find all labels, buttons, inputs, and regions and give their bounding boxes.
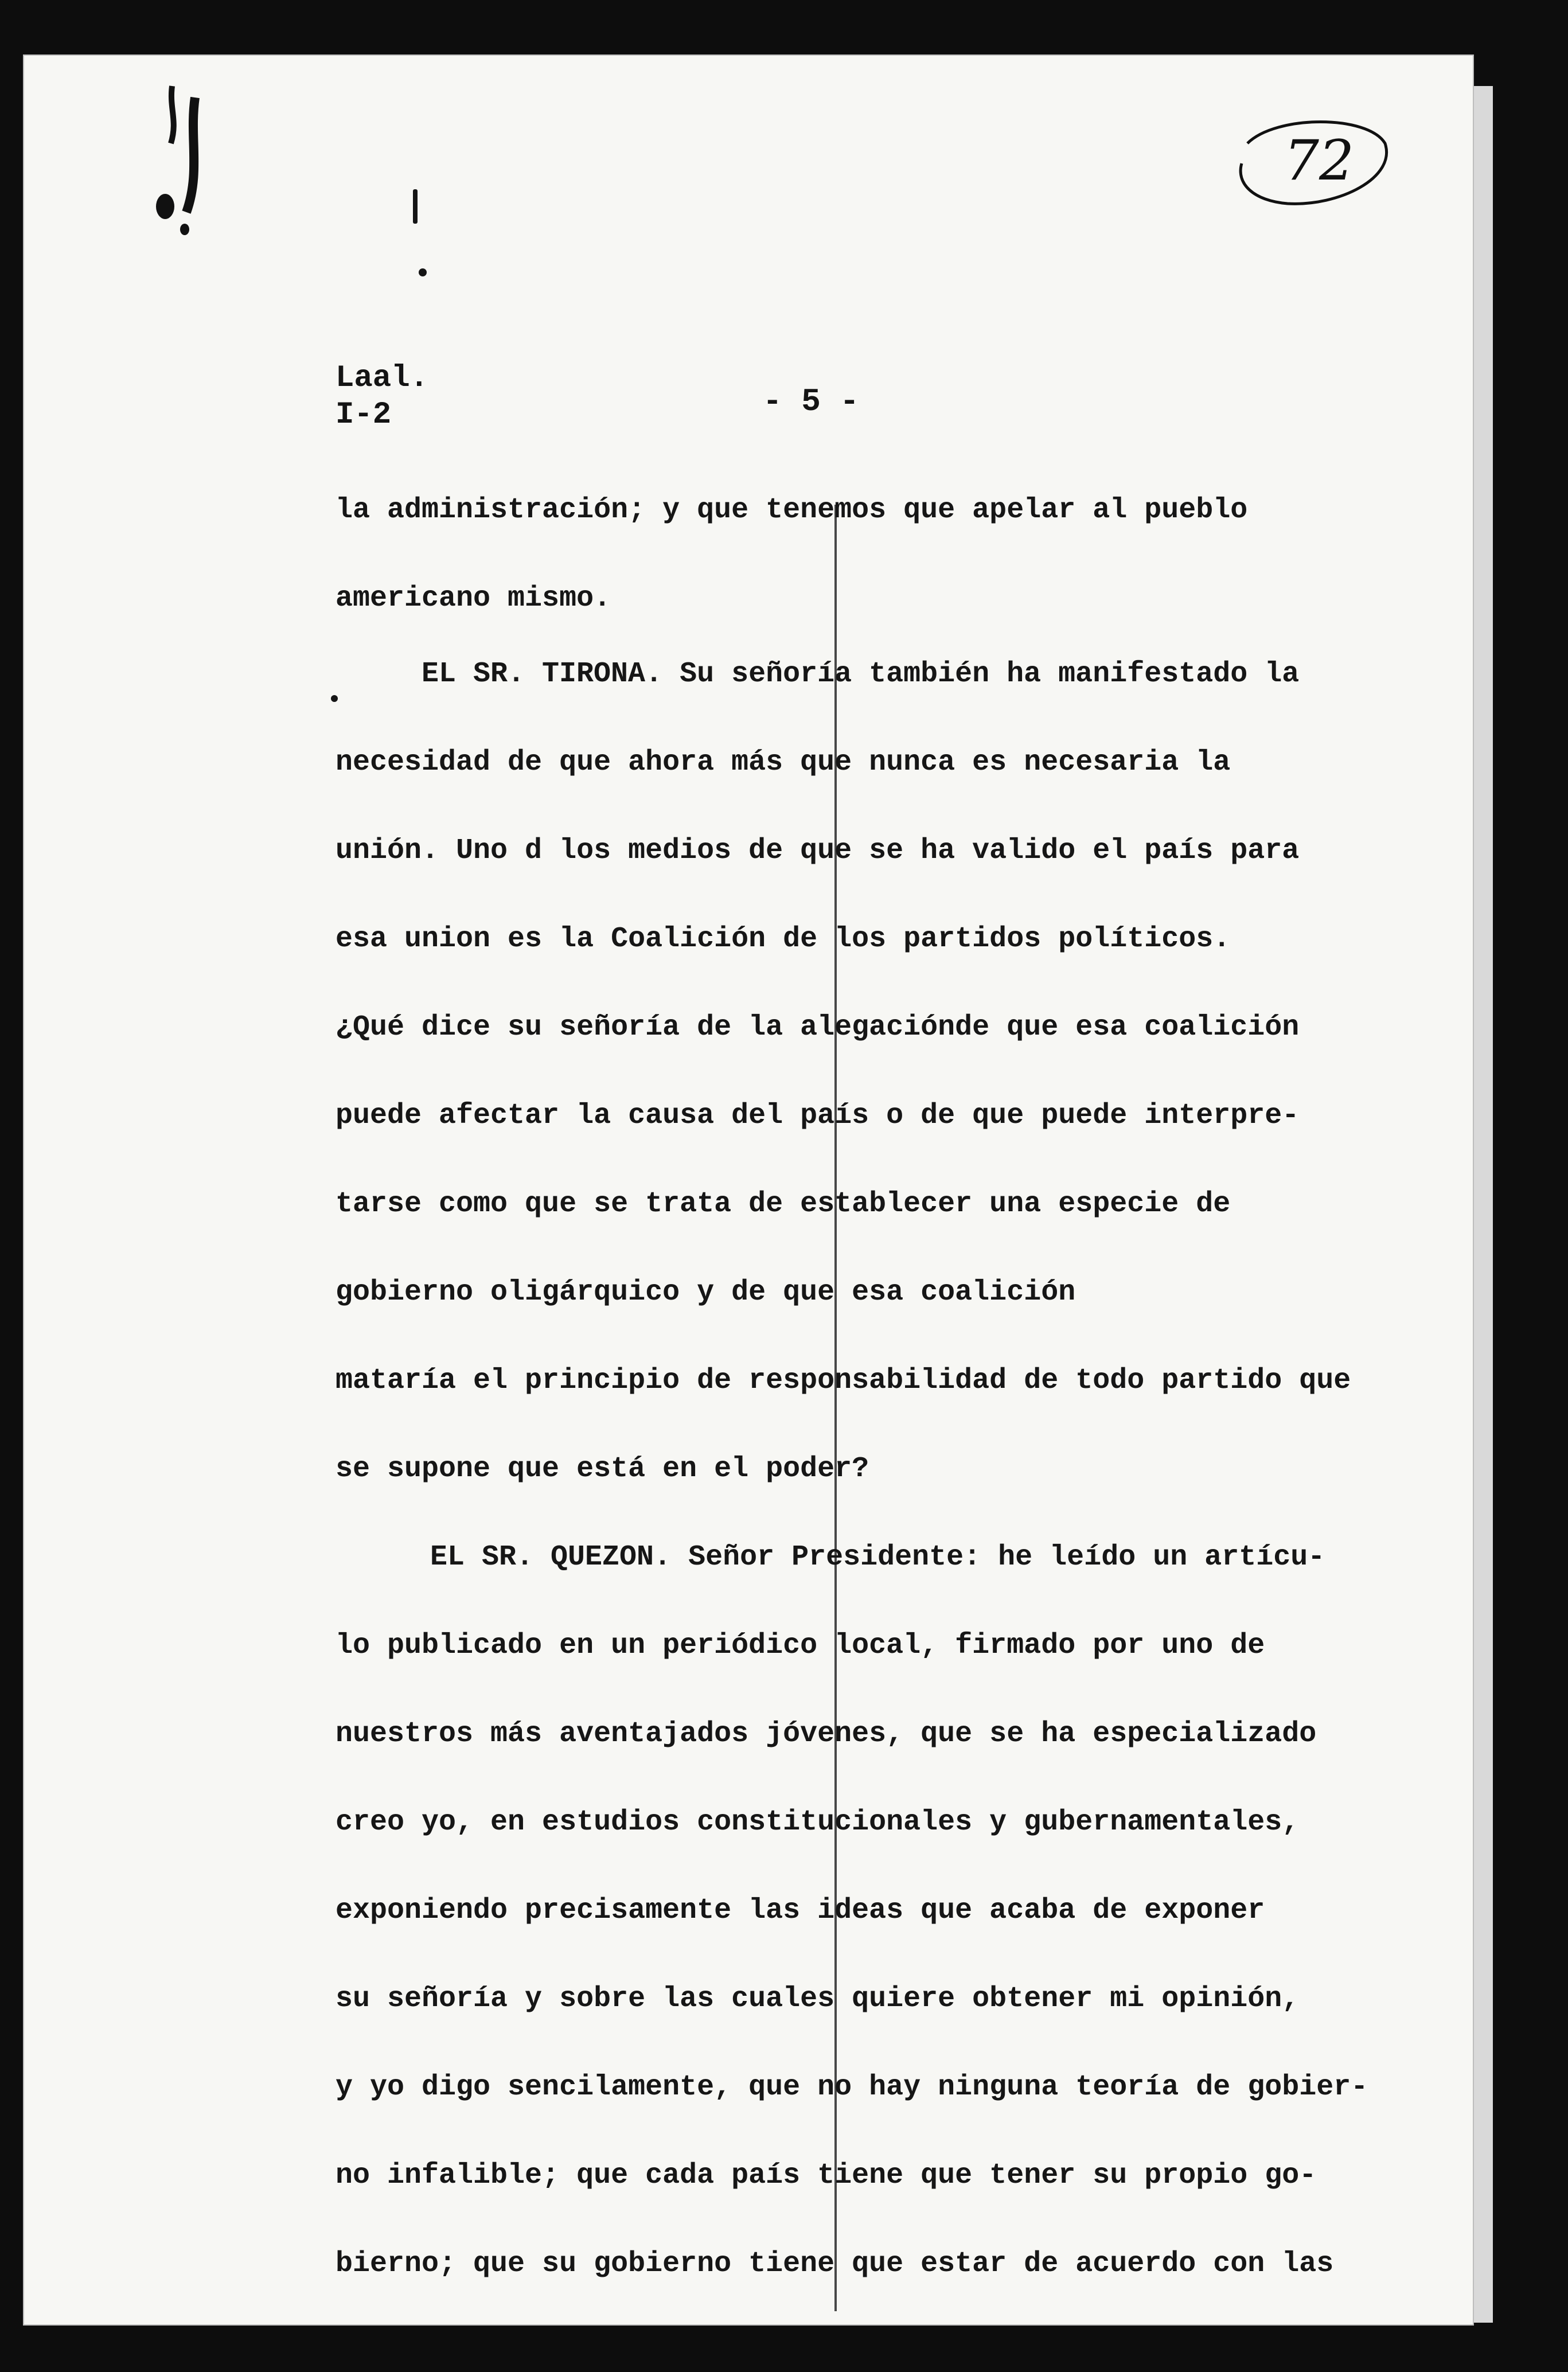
text-line: EL SR. QUEZON. Señor Presidente: he leído un artícu- — [430, 1541, 1325, 1574]
text-line: su señoría y sobre las cuales quiere obtener mi opinión, — [336, 1983, 1300, 2015]
text-line: creo yo, en estudios constitucionales y gubernamentales, — [336, 1806, 1300, 1839]
text-line: gobierno oligárquico y de que esa coalición — [336, 1276, 1076, 1309]
folio-number-text: 72 — [1284, 128, 1355, 193]
header-line-1: Laal. — [336, 361, 429, 396]
transcript-body — [336, 493, 1397, 2335]
text-line: necesidad de que ahora más que nunca es necesaria la — [336, 746, 1231, 779]
text-line: mataría el principio de responsabilidad de todo partido que — [336, 1364, 1351, 1397]
ink-dot — [419, 268, 427, 276]
text-line: y yo digo sencilamente, que no hay ninguna teoría de gobier- — [336, 2071, 1368, 2104]
text-line: esa union es la Coalición de los partidos políticos. — [336, 923, 1231, 955]
text-line: americano mismo. — [336, 582, 611, 615]
text-line: lo publicado en un periódico local, firmado por uno de — [336, 1629, 1265, 1662]
text-line: exponiendo precisamente las ideas que acaba de exponer — [336, 1894, 1265, 1927]
text-line: no infalible; que cada país tiene que tener su propio go- — [336, 2159, 1317, 2192]
text-line: nuestros más aventajados jóvenes, que se ha especializado — [336, 1718, 1317, 1750]
ink-dot — [413, 189, 418, 224]
text-line: unión. Uno d los medios de que se ha valido el país para — [336, 834, 1300, 867]
text-line: tarse como que se trata de establecer una especie de — [336, 1188, 1231, 1220]
text-line: la administración; y que tenemos que apelar al pueblo — [336, 494, 1248, 526]
text-line: se supone que está en el poder? — [336, 1453, 869, 1485]
document-header-code — [336, 360, 428, 434]
handwritten-folio-number — [1224, 109, 1397, 218]
text-line: EL SR. TIRONA. Su señoría también ha manifestado la — [422, 658, 1300, 690]
text-line: puede afectar la causa del país o de que puede interpre- — [336, 1099, 1300, 1132]
page-number: - 5 - — [763, 383, 860, 420]
text-line: ¿Qué dice su señoría de la alegaciónde que esa coalición — [336, 1011, 1300, 1044]
header-line-2: I-2 — [336, 397, 392, 432]
text-line: bierno; que su gobierno tiene que estar de acuerdo con las — [336, 2248, 1334, 2280]
